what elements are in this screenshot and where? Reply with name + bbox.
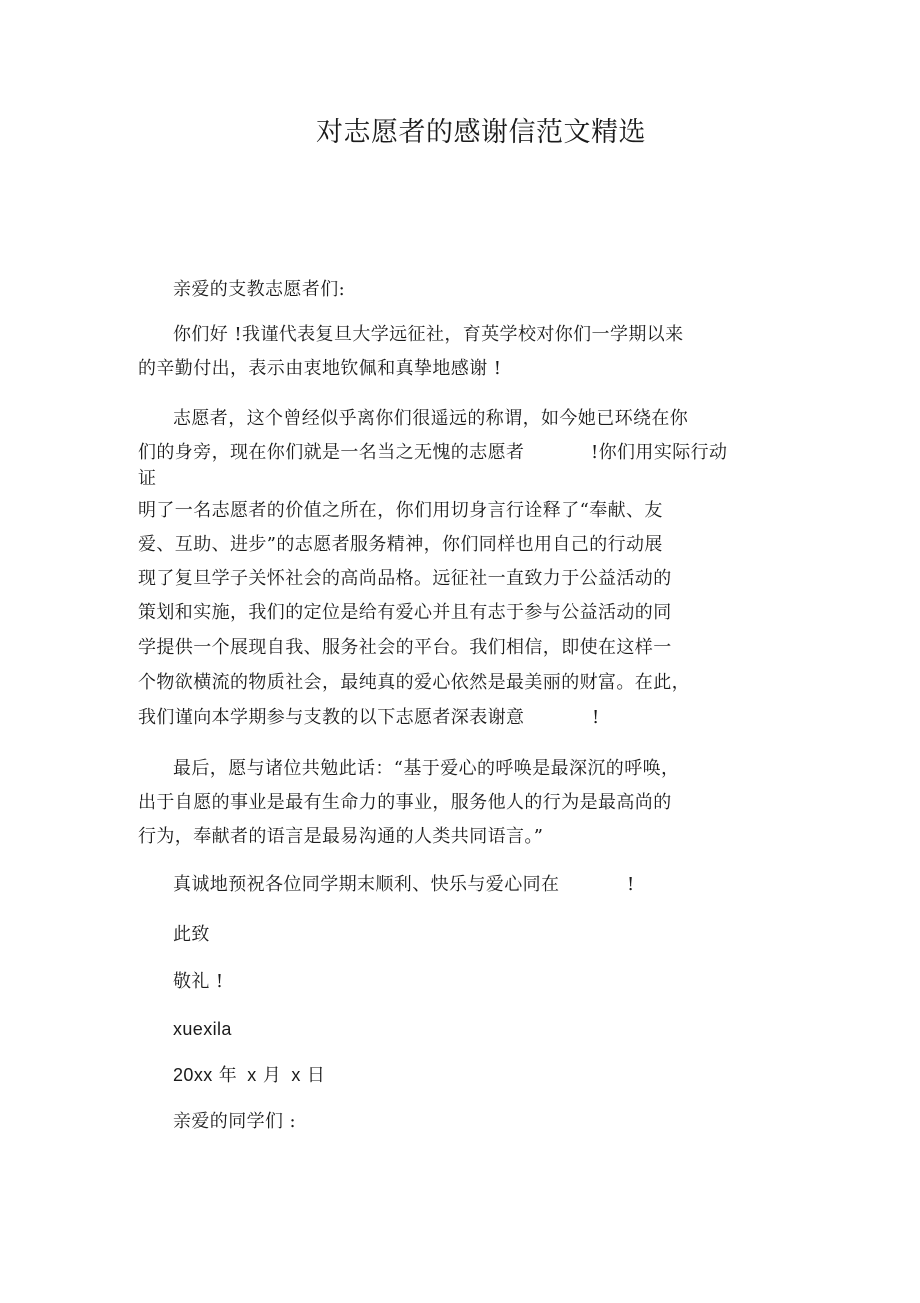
date-month: x (247, 1065, 257, 1085)
para2-line3: 证 (138, 468, 157, 489)
next-salutation: 亲爱的同学们 : (173, 1111, 296, 1132)
para2-line9: 个物欲横流的物质社会，最纯真的爱心依然是最美丽的财富。在此， (138, 672, 690, 693)
para2-line10a: 我们谨向本学期参与支教的以下志愿者深表谢意 (138, 707, 525, 728)
closing-jingli: 敬礼 ! (173, 971, 224, 992)
date-day-unit: 日 (306, 1065, 326, 1086)
para2-line8: 学提供一个展现自我、服务社会的平台。我们相信，即使在这样一 (138, 637, 672, 658)
closing-cizhi: 此致 (173, 924, 210, 945)
date-day: x (291, 1065, 301, 1085)
date-year-unit: 年 (218, 1065, 238, 1086)
para2-line1: 志愿者，这个曾经似乎离你们很遥远的称谓，如今她已环绕在你 (173, 408, 689, 429)
para2-line6: 现了复旦学子关怀社会的高尚品格。远征社一直致力于公益活动的 (138, 568, 672, 589)
document-title: 对志愿者的感谢信范文精选 (316, 117, 646, 148)
para2-line5: 爱、互助、进步”的志愿者服务精神，你们同样也用自己的行动展 (138, 534, 663, 555)
wish-line: 真诚地预祝各位同学期末顺利、快乐与爱心同在 (173, 874, 560, 895)
para2-line7: 策划和实施，我们的定位是给有爱心并且有志于参与公益活动的同 (138, 602, 672, 623)
para1-line2: 的辛勤付出，表示由衷地钦佩和真挚地感谢 ! (138, 358, 502, 379)
para3-line3: 行为，奉献者的语言是最易沟通的人类共同语言。” (138, 826, 544, 847)
date-year: 20xx (173, 1065, 213, 1085)
para2-line4: 明了一名志愿者的价值之所在，你们用切身言行诠释了“奉献、友 (138, 500, 663, 521)
para3-line2: 出于自愿的事业是最有生命力的事业，服务他人的行为是最高尚的 (138, 792, 672, 813)
salutation: 亲爱的支教志愿者们: (173, 279, 346, 300)
para2-line2a: 们的身旁，现在你们就是一名当之无愧的志愿者 (138, 442, 525, 463)
para2-line10b: ! (592, 707, 600, 728)
para2-line2b: !你们用实际行动 (591, 442, 728, 463)
para1-line1: 你们好 !我谨代表复旦大学远征社，育英学校对你们一学期以来 (173, 324, 684, 345)
date-line (173, 1063, 325, 1088)
para3-line1: 最后，愿与诸位共勉此话：“基于爱心的呼唤是最深沉的呼唤， (173, 758, 680, 779)
signature: xuexila (173, 1019, 232, 1039)
wish-exclamation: ! (627, 874, 635, 895)
date-month-unit: 月 (262, 1065, 282, 1086)
